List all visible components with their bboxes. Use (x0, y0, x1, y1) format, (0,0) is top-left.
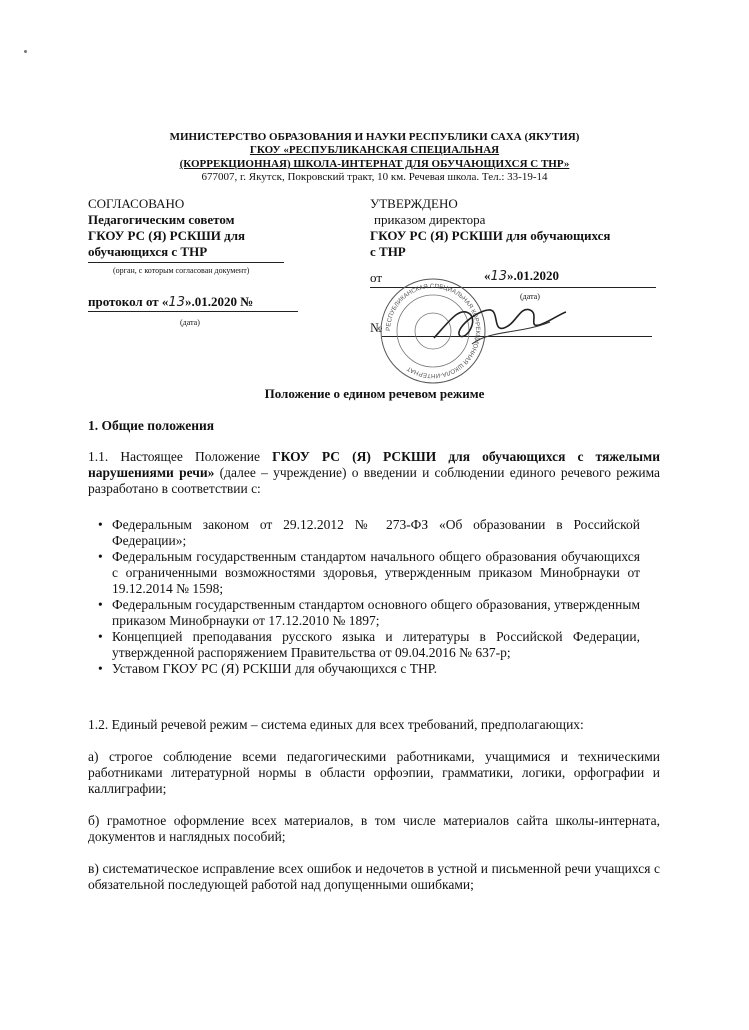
school-name-line1: ГКОУ «РЕСПУБЛИКАНСКАЯ СПЕЦИАЛЬНАЯ (249, 144, 500, 156)
approved-number: № (370, 320, 383, 335)
approved-day-handwritten: 13 (490, 269, 508, 284)
school-address: 677007, г. Якутск, Покровский тракт, 10 км. Речевая школа. Тел.: 33-19-14 (201, 171, 548, 183)
school-name-line2: (КОРРЕКЦИОННАЯ) ШКОЛА-ИНТЕРНАТ ДЛЯ ОБУЧАЮЩИХСЯ С ТНР» (179, 158, 570, 170)
list-item: • Федеральным государственным стандартом начального общего образования обучающихся с ограниченными возможностями здоровья, утвержденным приказом Минобрнауки от 19.12.2014 № 1598; (98, 549, 640, 596)
approved-date-open: « (484, 268, 491, 283)
p111-prefix: 1.1. Настоящее Положение (88, 449, 273, 464)
ministry-heading: МИНИСТЕРСТВО ОБРАЗОВАНИЯ И НАУКИ РЕСПУБЛИКИ САХА (ЯКУТИЯ) (169, 131, 580, 143)
approved-title: УТВЕРЖДЕНО (370, 196, 458, 211)
director-signature (430, 300, 570, 350)
approved-line2: ГКОУ РС (Я) РСКШИ для обучающихся (370, 228, 611, 243)
list-item: • Федеральным государственным стандартом основного общего образования, утвержденным приказом Минобрнауки от 17.12.2010 № 1897; (98, 597, 640, 628)
document-title: Положение о едином речевом режиме (264, 386, 485, 401)
p111-suffix: (далее – учреждение) о введении и соблюдении единого речевого режима разработано в соответствии с: (88, 465, 661, 496)
agreed-title: СОГЛАСОВАНО (88, 196, 185, 211)
protocol-day-handwritten: 13 (168, 295, 185, 310)
agreed-underline (88, 262, 284, 263)
agreed-line1: Педагогическим советом (88, 212, 235, 227)
paragraph-1-2: 1.2. Единый речевой режим – система единых для всех требований, предполагающих: (88, 717, 584, 732)
list-item: • Федеральным законом от 29.12.2012 № 273-ФЗ «Об образовании в Российской Федерации»; (98, 517, 640, 548)
seal-ring-text: РЕСПУБЛИКАНСКАЯ СПЕЦИАЛЬНАЯ КОРРЕКЦИОННАЯ ШКОЛА-ИНТЕРНАТ (384, 282, 482, 380)
approved-line3: с ТНР (370, 244, 406, 259)
list-item: • Уставом ГКОУ РС (Я) РСКШИ для обучающихся с ТНР. (98, 661, 437, 676)
approved-date (484, 268, 559, 285)
approved-date-caption: (дата) (520, 292, 540, 301)
protocol-underline (88, 311, 298, 312)
paragraph-a: а) строгое соблюдение всеми педагогическими работниками, учащимися и техническими работниками литературной нормы в области орфоэпии, грамматики, логики, орфографии и каллиграфии; (88, 749, 660, 796)
section-1-heading: 1. Общие положения (88, 418, 215, 433)
agreed-line3: обучающихся с ТНР (88, 244, 208, 259)
protocol-prefix: протокол от « (88, 294, 169, 309)
protocol-rest: ».01.2020 № (184, 294, 254, 309)
agreed-line2: ГКОУ РС (Я) РСКШИ для (88, 228, 246, 243)
protocol-date-caption: (дата) (180, 318, 200, 327)
approved-date-rest: ».01.2020 (507, 268, 560, 283)
agreed-caption: (орган, с которым согласован документ) (113, 266, 250, 275)
scan-speck (24, 50, 27, 53)
paragraph-1-1 (88, 449, 660, 497)
paragraph-b: б) грамотное оформление всех материалов, в том числе материалов сайта школы-интерната, документов и наглядных пособий; (88, 813, 660, 844)
list-item: • Концепцией преподавания русского языка и литературы в Российской Федерации, утвержденной распоряжением Правительства от 09.04.2016 № 637-р; (98, 629, 640, 660)
p111-school-name: ГКОУ РС (Я) РСКШИ для обучающихся с тяжелыми нарушениями речи» (88, 449, 660, 480)
paragraph-c: в) систематическое исправление всех ошибок и недочетов в устной и письменной речи учащихся с обязательной последующей работой над допущенными ошибками; (88, 861, 660, 892)
approved-from: от (370, 270, 383, 285)
agreed-protocol (88, 294, 253, 311)
approved-line1: приказом директора (374, 212, 486, 227)
